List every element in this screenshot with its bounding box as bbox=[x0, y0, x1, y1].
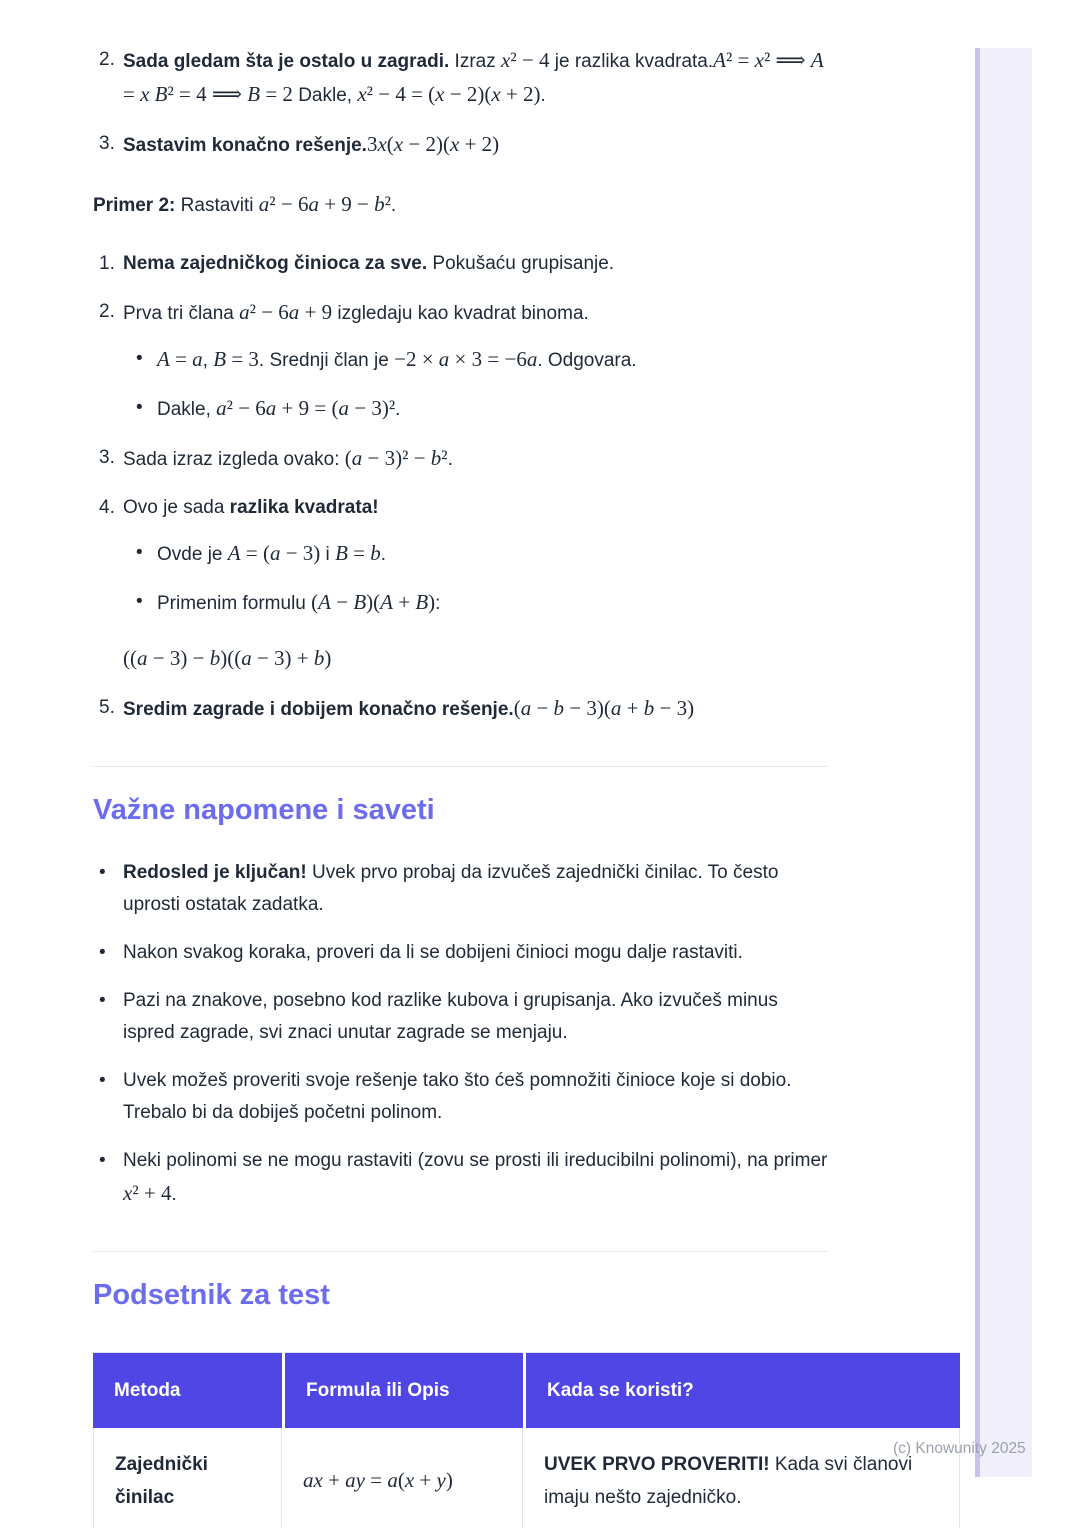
sub-list-item bbox=[123, 343, 828, 377]
list-item bbox=[93, 128, 828, 162]
math-expression: (A − B)(A + B) bbox=[311, 590, 436, 614]
bullet-marker: • bbox=[136, 542, 143, 563]
sub-list-item-text bbox=[157, 541, 387, 565]
section-divider bbox=[93, 1251, 828, 1252]
section-divider bbox=[93, 766, 828, 767]
paragraph bbox=[93, 188, 828, 222]
page-edge-panel bbox=[975, 48, 1032, 1477]
math-expression: 3x(x − 2)(x + 2) bbox=[366, 132, 500, 156]
list-item-text bbox=[123, 990, 778, 1043]
list-item-text bbox=[123, 862, 778, 915]
list-item-text bbox=[123, 253, 614, 274]
text: Sada izraz izgleda ovako: bbox=[123, 449, 345, 470]
bold-text: Sastavim konačno rešenje. bbox=[123, 135, 367, 156]
list-item bbox=[93, 296, 828, 426]
math-expression: ((a − 3) − b)((a − 3) + b) bbox=[123, 646, 332, 670]
list-marker: 3. bbox=[99, 447, 115, 468]
list-item-text bbox=[123, 497, 379, 518]
list-item bbox=[93, 44, 828, 112]
text: . bbox=[395, 399, 401, 420]
sub-list-item-text bbox=[157, 590, 441, 614]
text: . Srednji član je bbox=[258, 350, 395, 371]
table-body bbox=[93, 1428, 960, 1528]
bullet-marker: • bbox=[136, 348, 143, 369]
math-expression: B = 3 bbox=[213, 347, 259, 371]
reminder-table bbox=[93, 1352, 960, 1528]
table-header-cell: Metoda bbox=[93, 1352, 282, 1428]
document-content bbox=[93, 44, 913, 1528]
math-expression: A = a bbox=[157, 347, 203, 371]
text: Uvek prvo probaj da izvučeš zajednički činilac. To često uprosti ostatak zadatka. bbox=[123, 862, 779, 915]
list-item-text bbox=[123, 132, 500, 156]
text: . bbox=[540, 85, 546, 106]
bullet-marker: • bbox=[136, 591, 143, 612]
table-header-cell: Kada se koristi? bbox=[523, 1352, 960, 1428]
math-expression: B = b bbox=[335, 541, 381, 565]
bold-text: UVEK PRVO PROVERITI! bbox=[544, 1454, 770, 1475]
list-item bbox=[93, 442, 828, 476]
text: Ovo je sada bbox=[123, 497, 230, 518]
text: , bbox=[202, 350, 214, 371]
watermark: (c) Knowunity 2025 bbox=[893, 1440, 1026, 1457]
math-expression: (a − 3)² − b² bbox=[344, 446, 448, 470]
text: Primenim formulu bbox=[157, 593, 312, 614]
list-marker: 2. bbox=[99, 49, 115, 70]
sub-list bbox=[123, 343, 828, 426]
math-expression: (a − b − 3)(a + b − 3) bbox=[513, 696, 695, 720]
bold-text: Primer 2: bbox=[93, 195, 176, 216]
list-item bbox=[93, 857, 828, 921]
bullet-marker: • bbox=[136, 397, 143, 418]
list-item bbox=[93, 492, 828, 676]
list-item-text bbox=[123, 300, 589, 324]
sub-list-item bbox=[123, 537, 828, 571]
math-expression: a² − 6a + 9 = (a − 3)² bbox=[216, 396, 396, 420]
math-expression: x² − 4 bbox=[501, 48, 550, 72]
text: Uvek možeš proveriti svoje rešenje tako što ćeš pomnožiti činioce koje si dobio. Trebalo bi da dobiješ početni polinom. bbox=[123, 1070, 792, 1123]
list-item bbox=[93, 248, 828, 280]
list-item-text bbox=[123, 942, 743, 963]
list-marker: • bbox=[99, 1070, 106, 1091]
list-item bbox=[93, 985, 828, 1049]
text: Dakle, bbox=[157, 399, 217, 420]
text: Rastaviti bbox=[175, 195, 259, 216]
section-heading: Podsetnik za test bbox=[93, 1279, 330, 1311]
math-expression: x² − 4 = (x − 2)(x + 2) bbox=[357, 82, 541, 106]
math-expression: a² − 6a + 9 bbox=[239, 300, 333, 324]
text: Ovde je bbox=[157, 544, 228, 565]
text: Izraz bbox=[449, 51, 501, 72]
math-formula-line bbox=[123, 642, 828, 676]
text: Prva tri člana bbox=[123, 303, 240, 324]
list-item-text bbox=[123, 696, 695, 720]
bold-text: Nema zajedničkog činioca za sve. bbox=[123, 253, 428, 274]
text: . bbox=[447, 449, 453, 470]
numbered-list bbox=[93, 44, 828, 162]
math-expression: −2 × a × 3 = −6a bbox=[394, 347, 538, 371]
list-item-text bbox=[123, 48, 824, 106]
list-marker: • bbox=[99, 990, 106, 1011]
list-marker: • bbox=[99, 862, 106, 883]
bold-text: razlika kvadrata! bbox=[229, 497, 379, 518]
list-marker: 1. bbox=[99, 253, 115, 274]
math-expression: a² − 6a + 9 − b² bbox=[258, 192, 391, 216]
sub-list-item-text bbox=[157, 347, 637, 371]
list-marker: 4. bbox=[99, 497, 115, 518]
sub-list-item bbox=[123, 392, 828, 426]
text: Pazi na znakove, posebno kod razlike kubova i grupisanja. Ako izvučeš minus ispred zagrade, svi znaci unutar zagrade se menjaju. bbox=[123, 990, 778, 1043]
bold-text: Zajednički činilac bbox=[115, 1454, 208, 1508]
list-marker: 2. bbox=[99, 301, 115, 322]
table-cell bbox=[93, 1428, 282, 1528]
text: Nakon svakog koraka, proveri da li se dobijeni činioci mogu dalje rastaviti. bbox=[123, 942, 743, 963]
list-item bbox=[93, 937, 828, 969]
text: Pokušaću grupisanje. bbox=[427, 253, 615, 274]
bold-text: Sredim zagrade i dobijem konačno rešenje. bbox=[123, 699, 514, 720]
bullet-list bbox=[93, 857, 828, 1211]
text: . bbox=[380, 544, 387, 565]
list-marker: 3. bbox=[99, 133, 115, 154]
list-item bbox=[93, 1065, 828, 1129]
text: Dakle, bbox=[292, 85, 358, 106]
text: i bbox=[320, 544, 336, 565]
text: Neki polinomi se ne mogu rastaviti (zovu se prosti ili ireducibilni polinomi), na primer bbox=[123, 1150, 828, 1171]
section-heading: Važne napomene i saveti bbox=[93, 794, 435, 826]
text: . Odgovara. bbox=[537, 350, 637, 371]
text: je razlika kvadrata. bbox=[549, 51, 714, 72]
sub-list-item bbox=[123, 586, 828, 620]
sub-list-item-text bbox=[157, 396, 401, 420]
list-item-text bbox=[123, 1070, 791, 1123]
math-expression: A = (a − 3) bbox=[227, 541, 321, 565]
list-marker: • bbox=[99, 942, 106, 963]
table-header-cell: Formula ili Opis bbox=[282, 1352, 523, 1428]
list-marker: 5. bbox=[99, 697, 115, 718]
math-expression: ax + ay = a(x + y) bbox=[303, 1468, 453, 1492]
bold-text: Redosled je ključan! bbox=[123, 862, 307, 883]
text: izgledaju kao kvadrat binoma. bbox=[332, 303, 589, 324]
list-item bbox=[93, 692, 828, 726]
table-row bbox=[93, 1428, 960, 1528]
table-header-row bbox=[93, 1352, 960, 1428]
sub-list bbox=[123, 537, 828, 676]
list-item-text bbox=[123, 1150, 827, 1205]
math-expression: A² = x² ⟹ A = x B² = 4 ⟹ B = 2 bbox=[123, 48, 824, 106]
list-item bbox=[93, 1145, 828, 1211]
list-marker: • bbox=[99, 1150, 106, 1171]
text: Kada svi članovi imaju nešto zajedničko. bbox=[544, 1454, 913, 1508]
numbered-list bbox=[93, 248, 828, 726]
text: : bbox=[435, 593, 441, 614]
text: . bbox=[390, 195, 397, 216]
bold-text: Sada gledam šta je ostalo u zagradi. bbox=[123, 51, 450, 72]
table-head bbox=[93, 1352, 960, 1428]
math-expression: x² + 4 bbox=[123, 1181, 172, 1205]
table-cell bbox=[282, 1428, 523, 1528]
list-item-text bbox=[123, 446, 453, 470]
text: . bbox=[171, 1184, 177, 1205]
